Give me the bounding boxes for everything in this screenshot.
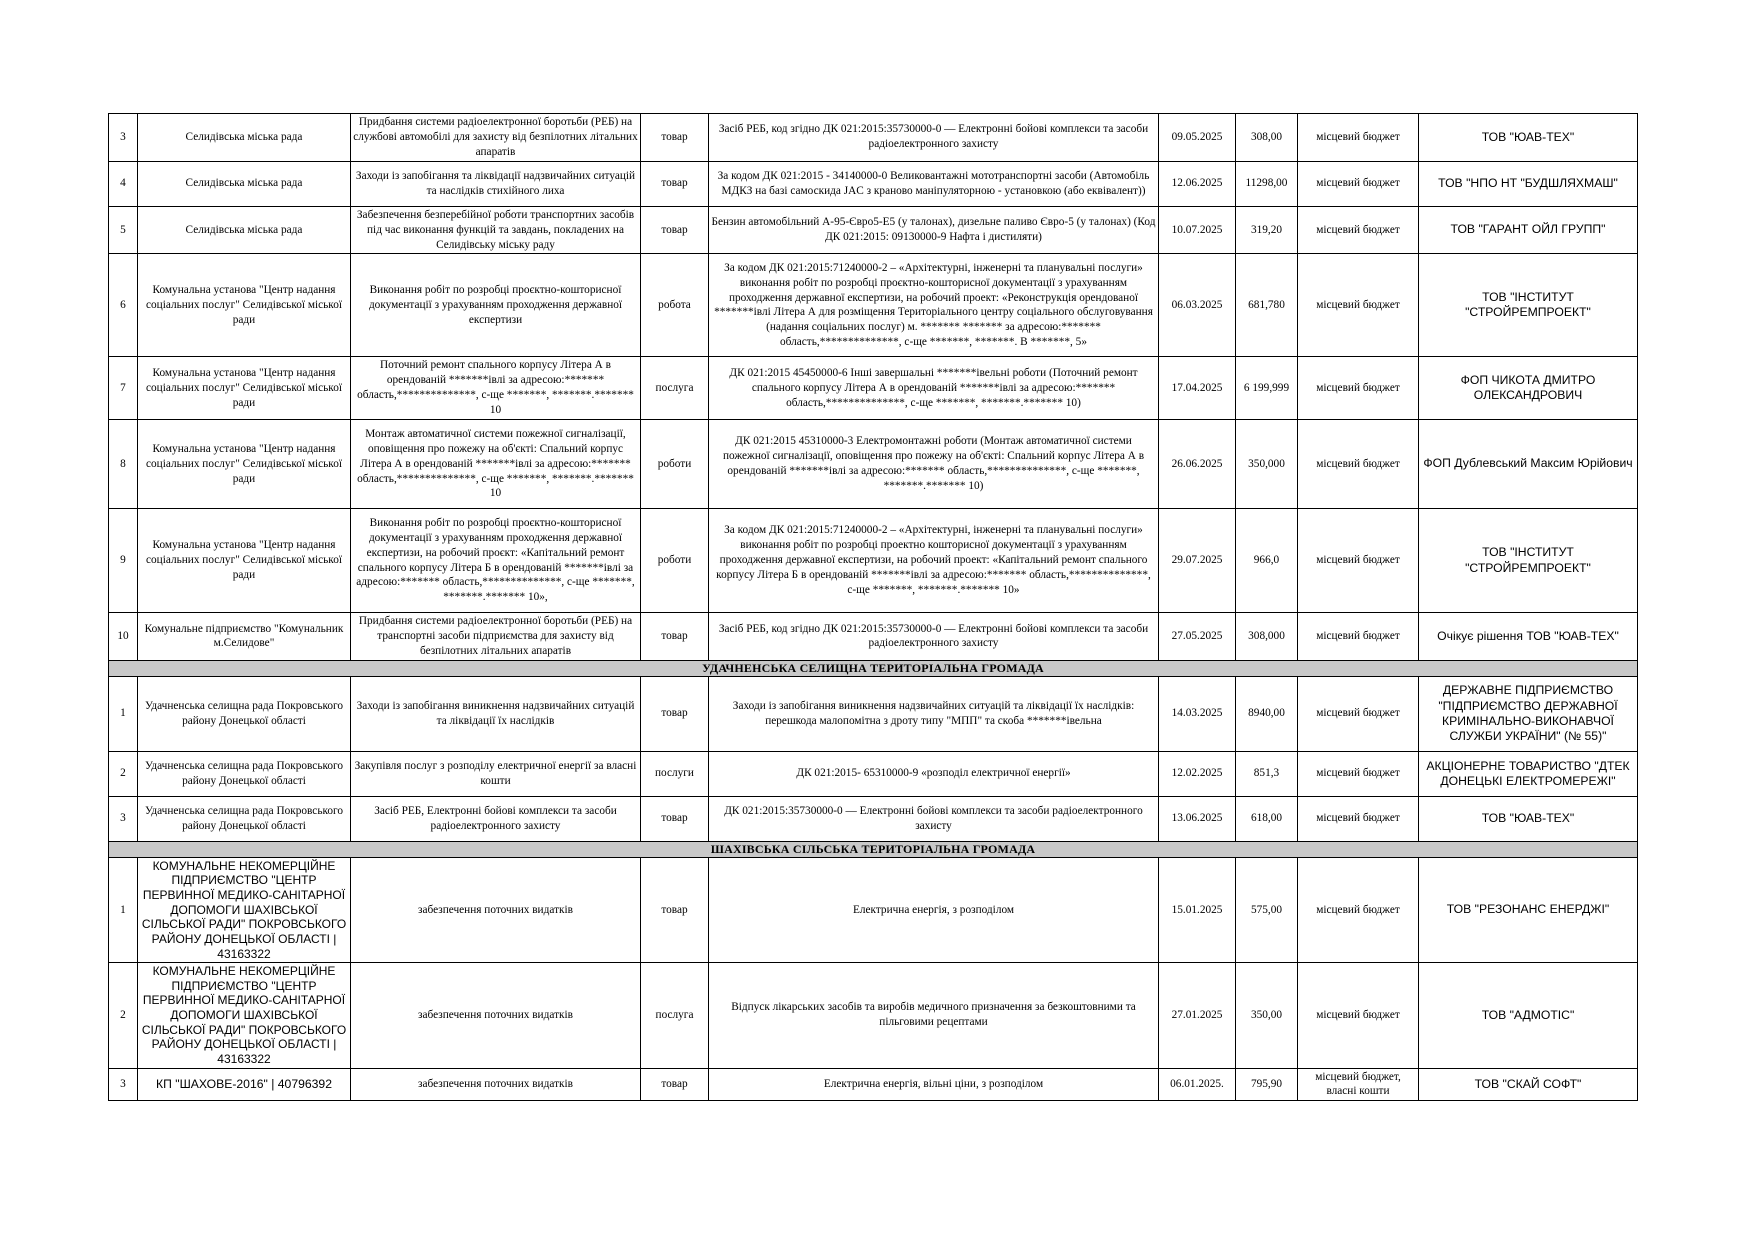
customer-cell: Комунальне підприємство "Комунальник м.Селидове" [138,613,351,661]
type-cell: послуги [641,751,709,796]
table-row [109,206,1638,254]
amount-cell: 618,00 [1236,796,1298,841]
date-cell: 06.01.2025. [1159,1068,1236,1101]
date-cell: 13.06.2025 [1159,796,1236,841]
customer-cell [138,857,351,962]
customer-cell: Удачненська селищна рада Покровського району Донецької області [138,796,351,841]
type-cell: послуга [641,357,709,420]
amount-cell: 681,780 [1236,254,1298,357]
date-cell: 17.04.2025 [1159,357,1236,420]
code-cell: За кодом ДК 021:2015:71240000-2 – «Архітектурні, інженерні та планувальні послуги» виконання робіт по розробці проектно кошторисної документації з урахуванням проходження державної експертизи, на робочий проект: «Капітальний ремонт спального корпусу Літера Б в орендованій *******івлі за адресою:******* область,**************, с-ще *******, *******.******* 10» [709,509,1159,613]
type-cell: товар [641,857,709,962]
row-number: 9 [109,509,138,613]
date-cell: 09.05.2025 [1159,114,1236,162]
subject-cell: Виконання робіт по розробці проєктно-кошторисної документації з урахуванням проходження державної експертизи [351,254,641,357]
subject-cell: Засіб РЕБ, Електронні бойові комплекси та засоби радіоелектронного захисту [351,796,641,841]
supplier-cell: ТОВ "ГАРАНТ ОЙЛ ГРУПП" [1419,206,1638,254]
supplier-cell: ФОП Дублевський Максим Юрійович [1419,420,1638,509]
supplier-cell: ТОВ "ІНСТИТУТ "СТРОЙРЕМПРОЕКТ" [1419,254,1638,357]
table-row [109,676,1638,751]
source-cell: місцевий бюджет [1298,963,1419,1068]
subject-cell: забезпечення поточних видатків [351,1068,641,1101]
source-cell: місцевий бюджет, власні кошти [1298,1068,1419,1101]
source-cell: місцевий бюджет [1298,751,1419,796]
date-cell: 27.05.2025 [1159,613,1236,661]
type-cell: товар [641,206,709,254]
code-cell: Засіб РЕБ, код згідно ДК 021:2015:35730000-0 — Електронні бойові комплекси та засоби радіоелектронного захисту [709,114,1159,162]
section-title: УДАЧНЕНСЬКА СЕЛИЩНА ТЕРИТОРІАЛЬНА ГРОМАДА [109,660,1638,676]
table-row [109,114,1638,162]
customer-cell: КП "ШАХОВЕ-2016" | 40796392 [138,1068,351,1101]
date-cell: 29.07.2025 [1159,509,1236,613]
date-cell: 15.01.2025 [1159,857,1236,962]
row-number: 2 [109,751,138,796]
amount-cell: 319,20 [1236,206,1298,254]
code-cell: Відпуск лікарських засобів та виробів медичного призначення за безкоштовними та пільговими рецептами [709,963,1159,1068]
source-cell: місцевий бюджет [1298,254,1419,357]
table-row [109,796,1638,841]
source-cell: місцевий бюджет [1298,420,1419,509]
row-number: 10 [109,613,138,661]
type-cell: товар [641,796,709,841]
table-row [109,420,1638,509]
customer-cell: Комунальна установа "Центр надання соціальних послуг" Селидівської міської ради [138,509,351,613]
section-title: ШАХІВСЬКА СІЛЬСЬКА ТЕРИТОРІАЛЬНА ГРОМАДА [109,841,1638,857]
code-cell: ДК 021:2015 45310000-3 Електромонтажні роботи (Монтаж автоматичної системи пожежної сигналізації, оповіщення про пожежу на об'єкті: Спальний корпус Літера А в орендованій *******івлі за адресою:******* область,**************, с-ще *******, *******.******* 10) [709,420,1159,509]
subject-cell: Закупівля послуг з розподілу електричної енергії за власні кошти [351,751,641,796]
document-page [108,113,1637,1101]
customer-cell: Селидівська міська рада [138,206,351,254]
code-cell: Засіб РЕБ, код згідно ДК 021:2015:35730000-0 — Електронні бойові комплекси та засоби радіоелектронного захисту [709,613,1159,661]
customer-cell: Удачненська селищна рада Покровського району Донецької області [138,751,351,796]
date-cell: 12.02.2025 [1159,751,1236,796]
source-cell: місцевий бюджет [1298,114,1419,162]
row-number: 1 [109,857,138,962]
source-cell: місцевий бюджет [1298,206,1419,254]
customer-code: 43163322 [217,946,271,961]
table-row [109,1068,1638,1101]
row-number: 3 [109,1068,138,1101]
subject-cell: забезпечення поточних видатків [351,963,641,1068]
subject-cell: Придбання системи радіоелектронної боротьби (РЕБ) на службові автомобілі для захисту від безпілотних літальних апаратів [351,114,641,162]
type-cell: робота [641,254,709,357]
supplier-cell: ТОВ "ЮАВ-ТЕХ" [1419,796,1638,841]
source-cell: місцевий бюджет [1298,161,1419,206]
code-cell: Бензин автомобільний А-95-Євро5-Е5 (у талонах), дизельне паливо Євро-5 (у талонах) (Код ДК 021:2015: 09130000-9 Нафта і дистиляти) [709,206,1159,254]
row-number: 5 [109,206,138,254]
supplier-cell: ДЕРЖАВНЕ ПІДПРИЄМСТВО "ПІДПРИЄМСТВО ДЕРЖАВНОЇ КРИМІНАЛЬНО-ВИКОНАВЧОЇ СЛУЖБИ УКРАЇНИ" (№ 55)" [1419,676,1638,751]
source-cell: місцевий бюджет [1298,357,1419,420]
amount-cell: 8940,00 [1236,676,1298,751]
supplier-cell: ТОВ "НПО НТ "БУДШЛЯХМАШ" [1419,161,1638,206]
supplier-cell: ТОВ "РЕЗОНАНС ЕНЕРДЖІ" [1419,857,1638,962]
code-cell: ДК 021:2015 45450000-6 Інші завершальні *******івельні роботи (Поточний ремонт спального корпусу Літера А в орендованій *******івлі за адресою:******* область,**************, с-ще *******, *******.******* 10) [709,357,1159,420]
customer-cell: Удачненська селищна рада Покровського району Донецької області [138,676,351,751]
date-cell: 14.03.2025 [1159,676,1236,751]
source-cell: місцевий бюджет [1298,676,1419,751]
customer-cell: Комунальна установа "Центр надання соціальних послуг" Селидівської міської ради [138,357,351,420]
supplier-cell: АКЦІОНЕРНЕ ТОВАРИСТВО "ДТЕК ДОНЕЦЬКІ ЕЛЕКТРОМЕРЕЖІ" [1419,751,1638,796]
subject-cell: Заходи із запобігання та ліквідації надзвичайних ситуацій та наслідків стихійного лиха [351,161,641,206]
type-cell: послуга [641,963,709,1068]
date-cell: 26.06.2025 [1159,420,1236,509]
customer-name: КОМУНАЛЬНЕ НЕКОМЕРЦІЙНЕ ПІДПРИЄМСТВО "ЦЕНТР ПЕРВИННОЇ МЕДИКО-САНІТАРНОЇ ДОПОМОГИ ШАХІВСЬКОЇ СІЛЬСЬКОЇ РАДИ" ПОКРОВСЬКОГО РАЙОНУ ДОНЕЦЬКОЇ ОБЛАСТІ | [141,964,347,1052]
type-cell: товар [641,1068,709,1101]
customer-code: 43163322 [217,1051,271,1066]
table-row [109,857,1638,962]
subject-cell: забезпечення поточних видатків [351,857,641,962]
date-cell: 06.03.2025 [1159,254,1236,357]
amount-cell: 11298,00 [1236,161,1298,206]
source-cell: місцевий бюджет [1298,857,1419,962]
section-header-shakhove [109,841,1638,857]
row-number: 6 [109,254,138,357]
amount-cell: 350,000 [1236,420,1298,509]
subject-cell: Заходи із запобігання виникнення надзвичайних ситуацій та ліквідації їх наслідків [351,676,641,751]
source-cell: місцевий бюджет [1298,509,1419,613]
code-cell: ДК 021:2015- 65310000-9 «розподіл електричної енергії» [709,751,1159,796]
amount-cell: 308,000 [1236,613,1298,661]
source-cell: місцевий бюджет [1298,796,1419,841]
amount-cell: 350,00 [1236,963,1298,1068]
type-cell: товар [641,676,709,751]
supplier-cell: Очікує рішення ТОВ "ЮАВ-ТЕХ" [1419,613,1638,661]
customer-cell: Селидівська міська рада [138,161,351,206]
code-cell: За кодом ДК 021:2015 - 34140000-0 Великовантажні мототранспортні засоби (Автомобіль МДКЗ на базі самоскида JAC з краново маніпуляторною - установкою (або еквівалент)) [709,161,1159,206]
table-row [109,751,1638,796]
row-number: 3 [109,114,138,162]
row-number: 2 [109,963,138,1068]
table-row [109,357,1638,420]
code-cell: Електрична енергія, з розподілом [709,857,1159,962]
subject-cell: Монтаж автоматичної системи пожежної сигналізації, оповіщення про пожежу на об'єкті: Спальний корпус Літера А в орендованій *******івлі за адресою:******* область,**************, с-ще *******, *******.******* 10 [351,420,641,509]
date-cell: 27.01.2025 [1159,963,1236,1068]
subject-cell: Виконання робіт по розробці проєктно-кошторисної документації з урахуванням проходження державної експертизи, на робочий проєкт: «Капітальний ремонт спального корпусу Літера Б в орендованій *******івлі за адресою:******* область,**************, с-ще *******, *******.******* 10», [351,509,641,613]
supplier-cell: ТОВ "СКАЙ СОФТ" [1419,1068,1638,1101]
type-cell: товар [641,161,709,206]
subject-cell: Забезпечення безперебійної роботи транспортних засобів під час виконання функцій та завдань, покладених на Селидівську міську раду [351,206,641,254]
table-row [109,254,1638,357]
section-header-udachne [109,660,1638,676]
table-row [109,963,1638,1068]
subject-cell: Поточний ремонт спального корпусу Літера А в орендованій *******івлі за адресою:******* область,**************, с-ще *******, *******.******* 10 [351,357,641,420]
supplier-cell: ТОВ "ЮАВ-ТЕХ" [1419,114,1638,162]
type-cell: роботи [641,420,709,509]
row-number: 7 [109,357,138,420]
amount-cell: 6 199,999 [1236,357,1298,420]
customer-cell: Комунальна установа "Центр надання соціальних послуг" Селидівської міської ради [138,254,351,357]
supplier-cell: ФОП ЧИКОТА ДМИТРО ОЛЕКСАНДРОВИЧ [1419,357,1638,420]
code-cell: Електрична енергія, вільні ціни, з розподілом [709,1068,1159,1101]
amount-cell: 966,0 [1236,509,1298,613]
supplier-cell: ТОВ "ІНСТИТУТ "СТРОЙРЕМПРОЕКТ" [1419,509,1638,613]
supplier-cell: ТОВ "АДМОТІС" [1419,963,1638,1068]
source-cell: місцевий бюджет [1298,613,1419,661]
row-number: 1 [109,676,138,751]
row-number: 3 [109,796,138,841]
customer-name: КОМУНАЛЬНЕ НЕКОМЕРЦІЙНЕ ПІДПРИЄМСТВО "ЦЕНТР ПЕРВИННОЇ МЕДИКО-САНІТАРНОЇ ДОПОМОГИ ШАХІВСЬКОЇ СІЛЬСЬКОЇ РАДИ" ПОКРОВСЬКОГО РАЙОНУ ДОНЕЦЬКОЇ ОБЛАСТІ | [141,858,347,946]
customer-cell: Селидівська міська рада [138,114,351,162]
date-cell: 12.06.2025 [1159,161,1236,206]
code-cell: Заходи із запобігання виникнення надзвичайних ситуацій та ліквідації їх наслідків: перешкода малопомітна з дроту типу "МПП" та скоба *******івельна [709,676,1159,751]
table-row [109,509,1638,613]
code-cell: За кодом ДК 021:2015:71240000-2 – «Архітектурні, інженерні та планувальні послуги» виконання робіт по розробці проєктно-кошторисної документації з урахуванням проходження державної експертизи, на робочий проект: «Реконструкція орендованої *******івлі Літера А для розміщення Територіального центру соціального обслуговування (надання соціальних послуг) м. ******* ******* за адресою:******* область,**************, с-ще *******, *******. В *******, 5» [709,254,1159,357]
subject-cell: Придбання системи радіоелектронної боротьби (РЕБ) на транспортні засоби підприємства для захисту від безпілотних літальних апаратів [351,613,641,661]
amount-cell: 795,90 [1236,1068,1298,1101]
table-row [109,613,1638,661]
amount-cell: 308,00 [1236,114,1298,162]
row-number: 4 [109,161,138,206]
type-cell: товар [641,613,709,661]
procurement-table [108,113,1638,1101]
amount-cell: 575,00 [1236,857,1298,962]
code-cell: ДК 021:2015:35730000-0 — Електронні бойові комплекси та засоби радіоелектронного захисту [709,796,1159,841]
table-row [109,161,1638,206]
date-cell: 10.07.2025 [1159,206,1236,254]
amount-cell: 851,3 [1236,751,1298,796]
row-number: 8 [109,420,138,509]
customer-cell: Комунальна установа "Центр надання соціальних послуг" Селидівської міської ради [138,420,351,509]
type-cell: роботи [641,509,709,613]
type-cell: товар [641,114,709,162]
customer-cell [138,963,351,1068]
